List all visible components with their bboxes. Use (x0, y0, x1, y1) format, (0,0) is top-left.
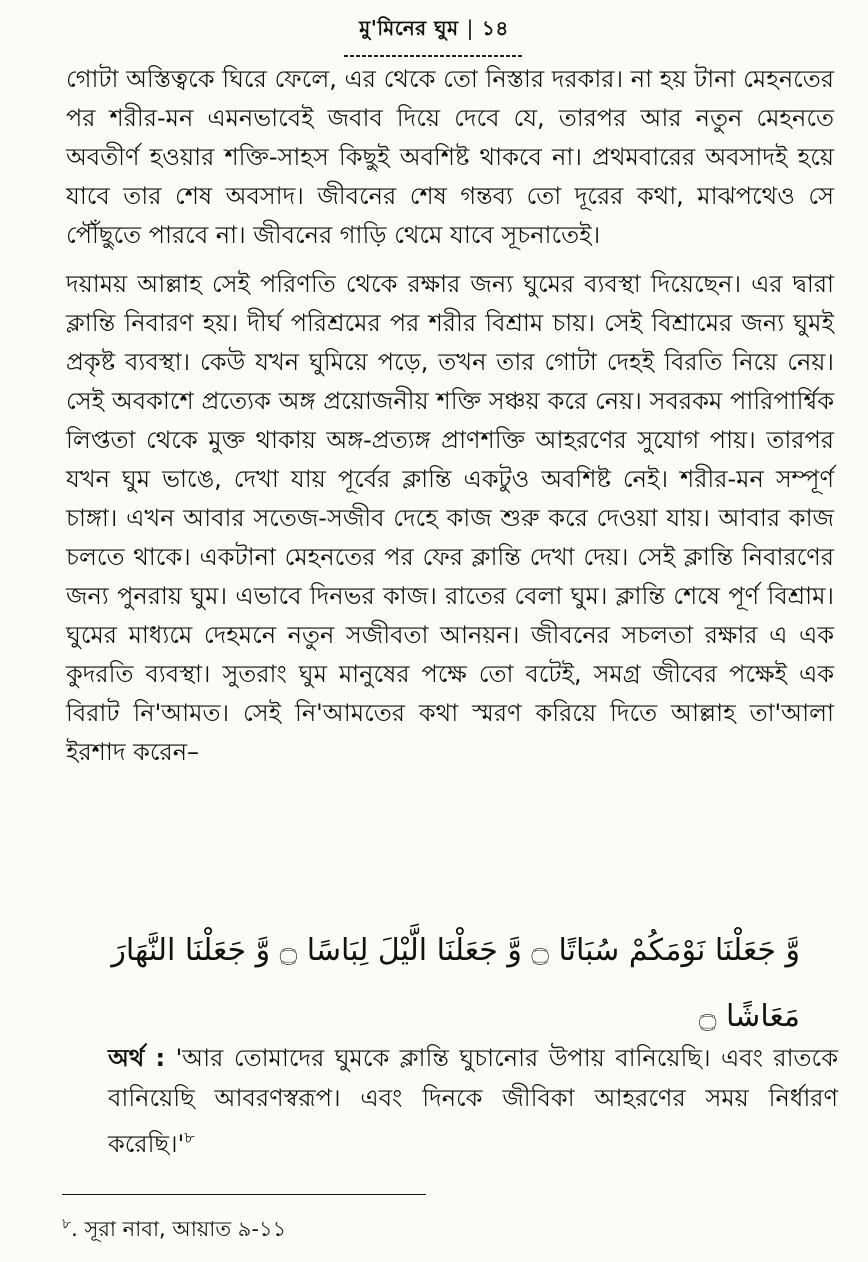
header-separator: | (466, 16, 474, 40)
paragraph-2: দয়াময় আল্লাহ সেই পরিণতি থেকে রক্ষার জন্য ঘুমের ব্যবস্থা দিয়েছেন। এর দ্বারা ক্লান্তি নিবারণ হয়। দীর্ঘ পরিশ্রমের পর শরীর বিশ্রাম চায়। সেই বিশ্রামের জন্য ঘুমই প্রকৃষ্ট ব্যবস্থা। কেউ যখন ঘুমিয়ে পড়ে, তখন তার গোটা দেহই বিরতি নিয়ে নেয়। সেই অবকাশে প্রত্যেক অঙ্গ প্রয়োজনীয় শক্তি সঞ্চয় করে নেয়। সবরকম পারিপার্শ্বিক লিপ্ততা থেকে মুক্ত থাকায় অঙ্গ-প্রত্যঙ্গ প্রাণশক্তি আহরণের সুযোগ পায়। তারপর যখন ঘুম ভাঙে, দেখা যায় পূর্বের ক্লান্তি একটুও অবশিষ্ট নেই। শরীর-মন সম্পূর্ণ চাঙ্গা। এখন আবার সতেজ-সজীব দেহে কাজ শুরু করে দেওয়া যায়। আবার কাজ চলতে থাকে। একটানা মেহনতের পর ফের ক্লান্তি দেখা দেয়। সেই ক্লান্তি নিবারণের জন্য পুনরায় ঘুম। এভাবে দিনভর কাজ। রাতের বেলা ঘুম। ক্লান্তি শেষে পূর্ণ বিশ্রাম। ঘুমের মাধ্যমে দেহমনে নতুন সজীবতা আনয়ন। জীবনের সচলতা রক্ষার এ এক কুদরতি ব্যবস্থা। সুতরাং ঘুম মানুষের পক্ষে তো বটেই, সমগ্র জীবের পক্ষেই এক বিরাট নি'আমত। সেই নি'আমতের কথা স্মরণ করিয়ে দিতে আল্লাহ তা'আলা ইরশাদ করেন– (66, 270, 834, 766)
header-underline (344, 55, 524, 57)
translation-text: 'আর তোমাদের ঘুমকে ক্লান্তি ঘুচানোর উপায় বানিয়েছি। এবং রাতকে বানিয়েছি আবরণস্বরূপ। এবং দিনকে জীবিকা আহরণের সময় নির্ধারণ করেছি।' (108, 1044, 838, 1158)
running-header (0, 14, 868, 57)
footnote-divider (62, 1194, 426, 1195)
page-number: ১৪ (481, 16, 509, 40)
translation-footnote-mark: ৮ (184, 1128, 195, 1147)
footnote-text: . সূরা নাবা, আয়াত ৯-১১ (71, 1217, 287, 1241)
verse-translation (108, 1038, 838, 1164)
translation-label: অর্থ : (108, 1044, 166, 1072)
footnote (62, 1208, 286, 1245)
footnote-mark: ৮ (62, 1216, 72, 1232)
arabic-verse: وَّ جَعَلْنَا نَوْمَكُمْ سُبَاتًا ۝ وَّ جَعَلْنَا الَّيْلَ لِبَاسًا ۝ وَّ جَعَلْنَا النَّهَارَ مَعَاشًا ۝ (111, 933, 800, 1034)
paragraph-1: গোটা অস্তিত্বকে ঘিরে ফেলে, এর থেকে তো নিস্তার দরকার। না হয় টানা মেহনতের পর শরীর-মন এমনভাবেই জবাব দিয়ে দেবে যে, তারপর আর নতুন মেহনতে অবতীর্ণ হওয়ার শক্তি-সাহস কিছুই অবশিষ্ট থাকবে না। প্রথমবারের অবসাদই হয়ে যাবে তার শেষ অবসাদ। জীবনের শেষ গন্তব্য তো দূরের কথা, মাঝপথেও সে পৌঁছুতে পারবে না। জীবনের গাড়ি থেমে যাবে সূচনাতেই। (66, 65, 834, 249)
book-title: মু'মিনের ঘুম (359, 16, 459, 40)
main-text (66, 60, 834, 782)
